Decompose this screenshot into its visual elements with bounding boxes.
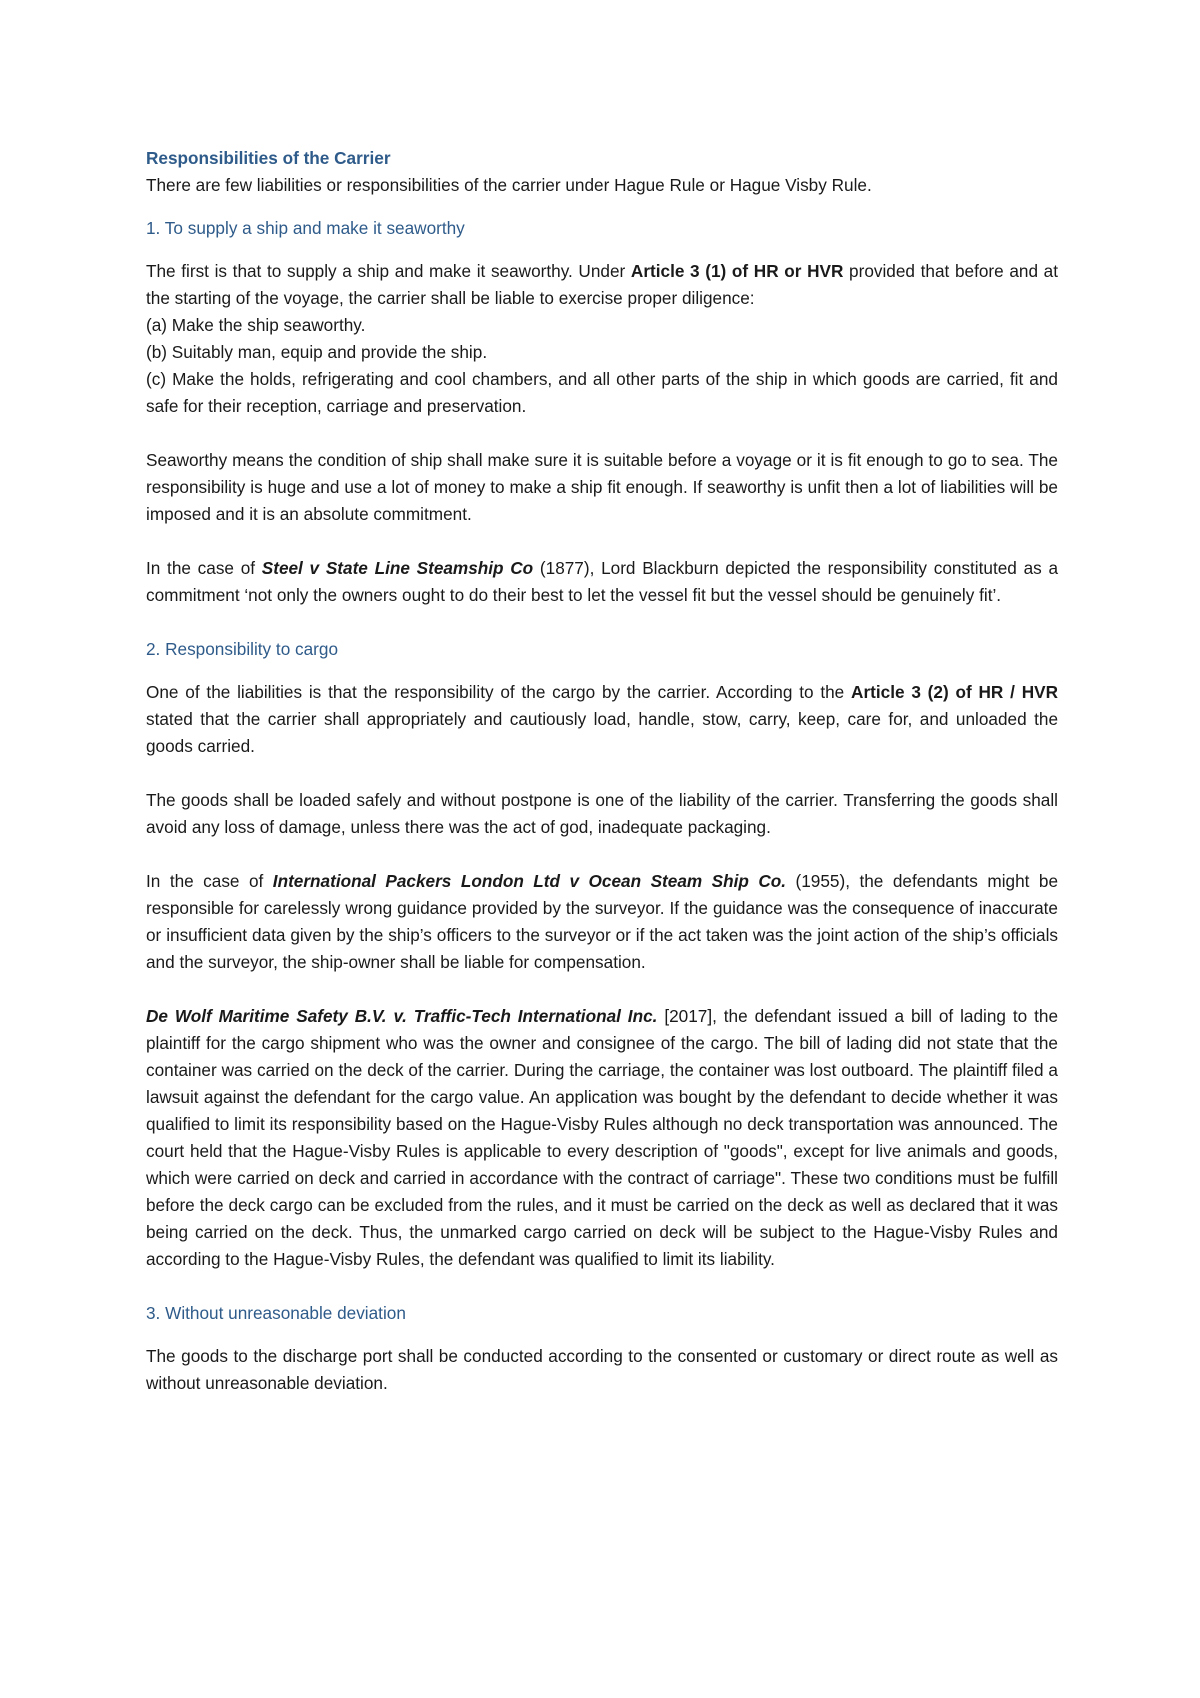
case-name: Steel v State Line Steamship Co xyxy=(261,558,534,578)
section-heading-deviation: 3. Without unreasonable deviation xyxy=(146,1303,406,1323)
paragraph-goods-loaded: The goods shall be loaded safely and without postpone is one of the liability of the carrier. Transferring the goods shall avoid any loss of damage, unless there was the act of god, inadequate packaging. xyxy=(146,790,1058,837)
list-item: (b) Suitably man, equip and provide the ship. xyxy=(146,342,488,362)
article-reference: Article 3 (1) of HR or HVR xyxy=(630,261,844,281)
case-name: International Packers London Ltd v Ocean Steam Ship Co. xyxy=(272,871,787,891)
document-title: Responsibilities of the Carrier xyxy=(146,148,391,168)
list-item: (a) Make the ship seaworthy. xyxy=(146,315,366,335)
case-name: De Wolf Maritime Safety B.V. v. Traffic-Tech International Inc. xyxy=(146,1006,658,1026)
paragraph-case-de-wolf: De Wolf Maritime Safety B.V. v. Traffic-Tech International Inc. [2017], the defendant issued a bill of lading to the plaintiff for the cargo shipment who was the owner and consignee of the cargo. The bill of lading did not state that the container was carried on the deck of the carrier. During the carriage, the container was lost outboard. The plaintiff filed a lawsuit against the defendant for the cargo value. An application was bought by the defendant to decide whether it was qualified to limit its responsibility based on the Hague-Visby Rules although no deck transportation was announced. The court held that the Hague-Visby Rules is applicable to every description of "goods", except for live animals and goods, which were carried on deck and carried in accordance with the contract of carriage". These two conditions must be fulfill before the deck cargo can be excluded from the rules, and it must be carried on the deck as well as declared that it was being carried on the deck. Thus, the unmarked cargo carried on deck will be subject to the Hague-Visby Rules and according to the Hague-Visby Rules, the defendant was qualified to limit its liability. xyxy=(146,1006,1059,1269)
paragraph-case-international-packers: In the case of International Packers London Ltd v Ocean Steam Ship Co. (1955), the defendants might be responsible for carelessly wrong guidance provided by the surveyor. If the guidance was the consequence of inaccurate or insufficient data given by the ship’s officers to the surveyor or if the act taken was the joint action of the ship’s officials and the surveyor, the ship-owner shall be liable for compensation. xyxy=(146,871,1058,972)
paragraph-case-steel: In the case of Steel v State Line Steamship Co (1877), Lord Blackburn depicted the responsibility constituted as a commitment ‘not only the owners ought to do their best to let the vessel fit but the vessel should be genuinely fit’. xyxy=(146,558,1059,605)
section-heading-cargo: 2. Responsibility to cargo xyxy=(146,639,339,659)
paragraph-discharge-port: The goods to the discharge port shall be conducted according to the consented or customary or direct route as well as without unreasonable deviation. xyxy=(146,1346,1058,1393)
intro-paragraph: There are few liabilities or responsibilities of the carrier under Hague Rule or Hague Visby Rule. xyxy=(146,175,872,195)
section-heading-seaworthy: 1. To supply a ship and make it seaworthy xyxy=(146,218,465,238)
document-page xyxy=(146,145,1058,1397)
article-reference: Article 3 (2) of HR / HVR xyxy=(851,682,1058,702)
list-item: (c) Make the holds, refrigerating and cool chambers, and all other parts of the ship in which goods are carried, fit and safe for their reception, carriage and preservation. xyxy=(146,369,1058,416)
paragraph-article-3-2: One of the liabilities is that the responsibility of the cargo by the carrier. According to the Article 3 (2) of HR / HVR stated that the carrier shall appropriately and cautiously load, handle, stow, carry, keep, care for, and unloaded the goods carried. xyxy=(146,682,1058,756)
paragraph-seaworthy-meaning: Seaworthy means the condition of ship shall make sure it is suitable before a voyage or it is fit enough to go to sea. The responsibility is huge and use a lot of money to make a ship fit enough. If seaworthy is unfit then a lot of liabilities will be imposed and it is an absolute commitment. xyxy=(146,450,1058,524)
paragraph-article-3-1: The first is that to supply a ship and make it seaworthy. Under Article 3 (1) of HR or HVR provided that before and at the starting of the voyage, the carrier shall be liable to exercise proper diligence: xyxy=(146,261,1059,308)
